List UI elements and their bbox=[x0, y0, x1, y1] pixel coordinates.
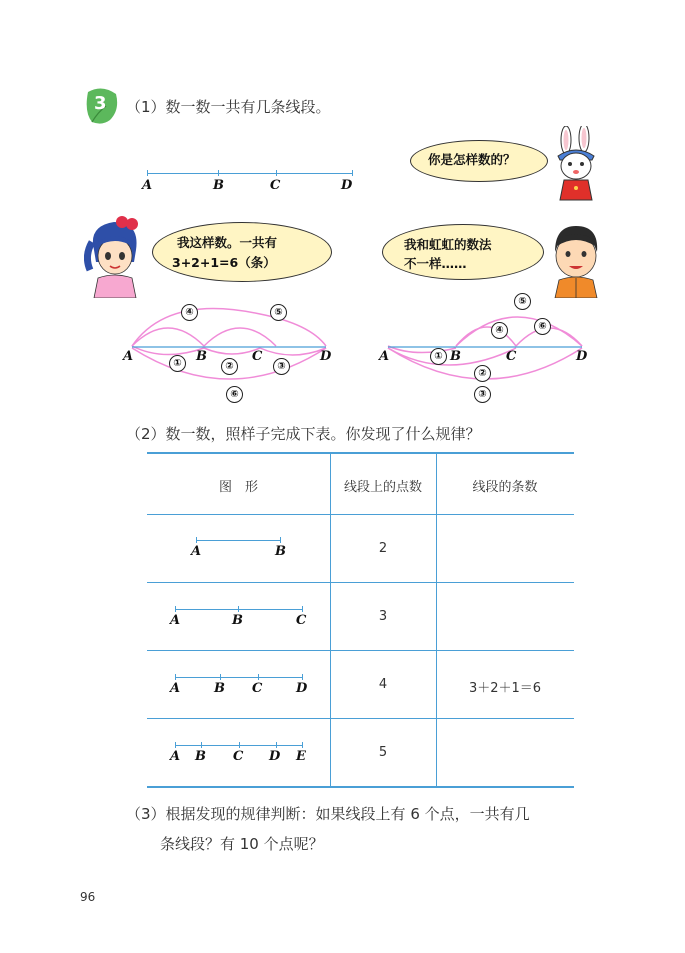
point-label: A bbox=[191, 544, 202, 559]
point-label: D bbox=[576, 349, 588, 364]
point-label: C bbox=[252, 349, 263, 364]
arc-number: ② bbox=[474, 365, 491, 382]
count-cell[interactable] bbox=[436, 541, 574, 557]
count-cell: 3＋2＋1＝6 bbox=[468, 681, 542, 696]
point-label: A bbox=[379, 349, 390, 364]
rabbit-icon bbox=[548, 126, 604, 206]
arc-number: ② bbox=[221, 358, 238, 375]
arc-number: ⑥ bbox=[534, 318, 551, 335]
rabbit-character bbox=[548, 126, 604, 206]
arc-number: ⑤ bbox=[270, 304, 287, 321]
point-label: C bbox=[270, 178, 281, 193]
arc-number: ④ bbox=[491, 322, 508, 339]
page-number: 96 bbox=[80, 890, 96, 904]
point-label: C bbox=[252, 681, 263, 696]
point-label: C bbox=[296, 613, 307, 628]
point-label: D bbox=[269, 749, 281, 764]
arc-number: ⑥ bbox=[226, 386, 243, 403]
point-label: A bbox=[123, 349, 134, 364]
question-part-2: （2）数一数，照样子完成下表。你发现了什么规律？ bbox=[126, 425, 481, 443]
point-label: A bbox=[170, 681, 181, 696]
boy-icon bbox=[545, 222, 607, 298]
point-label: B bbox=[213, 178, 224, 193]
point-label: B bbox=[232, 613, 243, 628]
point-label: B bbox=[196, 349, 207, 364]
count-cell[interactable] bbox=[436, 609, 574, 625]
question-part-1: （1）数一数一共有几条线段。 bbox=[126, 98, 331, 116]
point-label: A bbox=[170, 613, 181, 628]
count-cell[interactable] bbox=[436, 745, 574, 761]
girl-character bbox=[84, 212, 146, 298]
point-label: B bbox=[214, 681, 225, 696]
arc-number: ④ bbox=[181, 304, 198, 321]
diagram-right bbox=[376, 290, 606, 406]
points-cell: 3 bbox=[378, 609, 388, 624]
girl-speech-line-1: 我这样数。一共有 bbox=[177, 235, 278, 250]
point-label: B bbox=[195, 749, 206, 764]
boy-character bbox=[545, 222, 607, 298]
header-points: 线段上的点数 bbox=[343, 480, 422, 495]
point-label: A bbox=[170, 749, 181, 764]
point-label: A bbox=[142, 178, 153, 193]
arc-number: ③ bbox=[474, 386, 491, 403]
boy-speech-line-1: 我和虹虹的数法 bbox=[404, 237, 492, 252]
point-label: C bbox=[233, 749, 244, 764]
question-part-3-line-1: （3）根据发现的规律判断：如果线段上有 6 个点，一共有几 bbox=[126, 805, 530, 823]
boy-speech-line-2: 不一样…… bbox=[404, 256, 467, 271]
arc-number: ⑤ bbox=[514, 293, 531, 310]
question-part-3-line-2: 条线段？有 10 个点呢？ bbox=[160, 835, 324, 853]
point-label: B bbox=[275, 544, 286, 559]
arc-number: ① bbox=[430, 348, 447, 365]
girl-speech-line-2: 3+2+1=6（条） bbox=[172, 255, 276, 270]
problem-number-badge bbox=[82, 86, 120, 126]
header-count: 线段的条数 bbox=[472, 480, 538, 495]
problem-number: 3 bbox=[94, 93, 107, 114]
point-label: D bbox=[341, 178, 353, 193]
point-label: D bbox=[320, 349, 332, 364]
header-shape: 图 形 bbox=[218, 480, 258, 495]
arc-number: ③ bbox=[273, 358, 290, 375]
diagram-left bbox=[120, 300, 350, 410]
girl-icon bbox=[84, 212, 146, 298]
points-cell: 5 bbox=[378, 745, 388, 760]
arcs-right bbox=[376, 290, 606, 406]
point-label: C bbox=[506, 349, 517, 364]
point-label: E bbox=[296, 749, 306, 764]
arc-number: ① bbox=[169, 355, 186, 372]
points-cell: 2 bbox=[378, 541, 388, 556]
rabbit-speech-text: 你是怎样数的？ bbox=[428, 152, 516, 167]
point-label: B bbox=[450, 349, 461, 364]
points-cell: 4 bbox=[378, 677, 388, 692]
girl-speech-bubble bbox=[152, 222, 332, 282]
point-label: D bbox=[296, 681, 308, 696]
